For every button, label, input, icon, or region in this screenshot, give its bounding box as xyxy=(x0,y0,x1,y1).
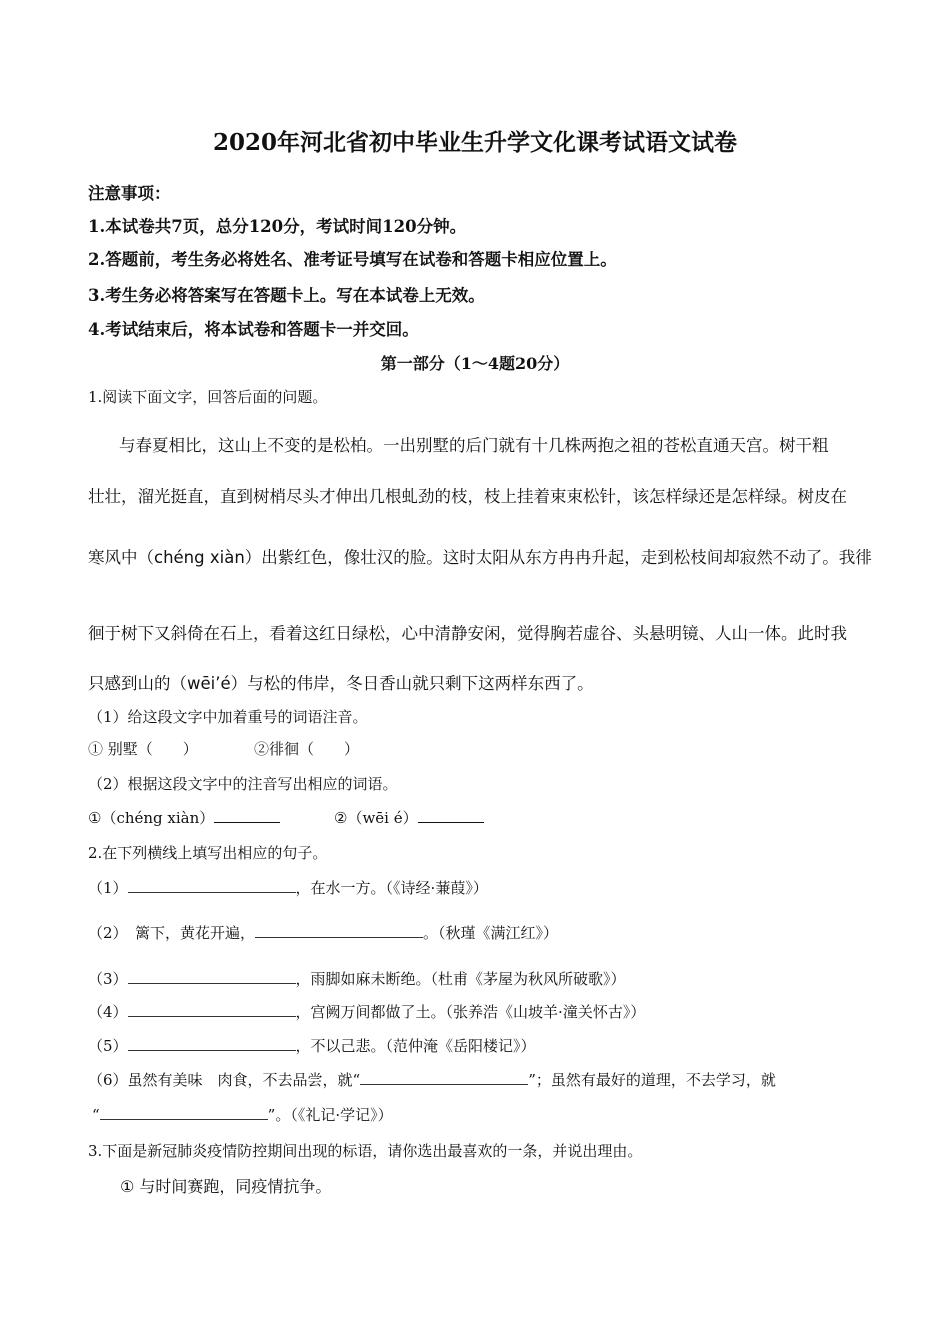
notice-item: 1.本试卷共7页，总分120分，考试时间120分钟。 xyxy=(88,217,467,236)
fill-line-3 xyxy=(88,968,626,989)
notice-item: 3.考生务必将答案写在答题卡上。写在本试卷上无效。 xyxy=(88,286,485,305)
notice-item: 4.考试结束后，将本试卷和答题卡一并交回。 xyxy=(88,320,419,339)
passage-line: 壮壮，溜光挺直，直到树梢尽头才伸出几根虬劲的枝，枝上挂着束束松针，该怎样绿还是怎样绿。树皮在 xyxy=(88,487,847,506)
fill-line-suffix: ，宫阙万间都做了土。（张养浩《山坡羊·潼关怀古》） xyxy=(295,1003,646,1021)
answer-blank[interactable] xyxy=(255,923,423,938)
fill-line-2 xyxy=(88,922,558,943)
fill-line-suffix: ，在水一方。（《诗经·蒹葭》） xyxy=(295,879,488,897)
sub1-item-a: ① 别墅（ ） xyxy=(88,740,198,758)
answer-blank[interactable] xyxy=(128,1002,296,1017)
sub1-item-b: ②徘徊（ ） xyxy=(254,740,360,758)
fill-line-7 xyxy=(92,1104,393,1125)
fill-line-suffix: ，不以己悲。（范仲淹《岳阳楼记》） xyxy=(295,1037,536,1055)
question-2-prompt: 2.在下列横线上填写出相应的句子。 xyxy=(88,844,328,862)
fill-line-suffix: 。（秋瑾《满江红》） xyxy=(423,924,559,942)
passage-line: 寒风中（chéng xiàn）出紫红色，像壮汉的脸。这时太阳从东方冉冉升起，走到松枝间却寂然不动了。我徘 xyxy=(88,548,872,567)
answer-blank[interactable] xyxy=(128,1036,296,1051)
answer-blank[interactable] xyxy=(418,808,484,823)
passage-line: 只感到山的（wēi’é）与松的伟岸，冬日香山就只剩下这两样东西了。 xyxy=(88,674,594,693)
fill-line-prefix: （4） xyxy=(88,1003,128,1021)
notice-heading: 注意事项： xyxy=(88,184,171,203)
sub2-item-a xyxy=(88,807,280,828)
question-1-sub1: （1）给这段文字中加着重号的词语注音。 xyxy=(88,708,368,726)
page-title: 2020年河北省初中毕业生升学文化课考试语文试卷 xyxy=(212,129,737,156)
question-1-prompt: 1.阅读下面文字，回答后面的问题。 xyxy=(88,388,328,406)
answer-blank[interactable] xyxy=(100,1105,268,1120)
fill-line-5 xyxy=(88,1035,536,1056)
sub2-item-a-label: ①（chéng xiàn） xyxy=(88,809,215,827)
answer-blank[interactable] xyxy=(214,808,280,823)
question-1-sub2: （2）根据这段文字中的注音写出相应的词语。 xyxy=(88,775,398,793)
fill-line-suffix: ，雨脚如麻未断绝。（杜甫《茅屋为秋风所破歌》） xyxy=(295,970,626,988)
question-3-prompt: 3.下面是新冠肺炎疫情防控期间出现的标语，请你选出最喜欢的一条，并说出理由。 xyxy=(88,1142,643,1160)
sub2-item-b-label: ②（wēi é） xyxy=(334,809,418,827)
fill-line-prefix: （6）虽然有美味 肉食，不去品尝，就“ xyxy=(88,1071,361,1089)
fill-line-prefix: （1） xyxy=(88,879,128,897)
answer-blank[interactable] xyxy=(360,1070,528,1085)
slogan-item: ① 与时间赛跑，同疫情抗争。 xyxy=(120,1177,332,1196)
answer-blank[interactable] xyxy=(128,878,296,893)
fill-line-suffix: ”；虽然有最好的道理，不去学习，就 xyxy=(528,1071,776,1089)
notice-item: 2.答题前，考生务必将姓名、准考证号填写在试卷和答题卡相应位置上。 xyxy=(88,250,617,269)
fill-line-1 xyxy=(88,877,488,898)
sub2-item-b xyxy=(334,807,484,828)
fill-line-prefix: （5） xyxy=(88,1037,128,1055)
answer-blank[interactable] xyxy=(128,969,296,984)
passage-line: 徊于树下又斜倚在石上，看着这红日绿松，心中清静安闲，觉得胸若虚谷、头悬明镜、人山一体。此时我 xyxy=(88,624,847,643)
passage-line: 与春夏相比，这山上不变的是松柏。一出别墅的后门就有十几株两抱之祖的苍松直通天宫。树干粗 xyxy=(119,436,829,455)
fill-line-prefix: （2） 篱下，黄花开遍， xyxy=(88,924,256,942)
fill-line-6 xyxy=(88,1069,776,1090)
part-heading: 第一部分（1～4题20分） xyxy=(380,354,570,373)
fill-line-suffix: ”。（《礼记·学记》） xyxy=(267,1106,393,1124)
fill-line-prefix: “ xyxy=(92,1106,100,1124)
fill-line-4 xyxy=(88,1001,645,1022)
fill-line-prefix: （3） xyxy=(88,970,128,988)
